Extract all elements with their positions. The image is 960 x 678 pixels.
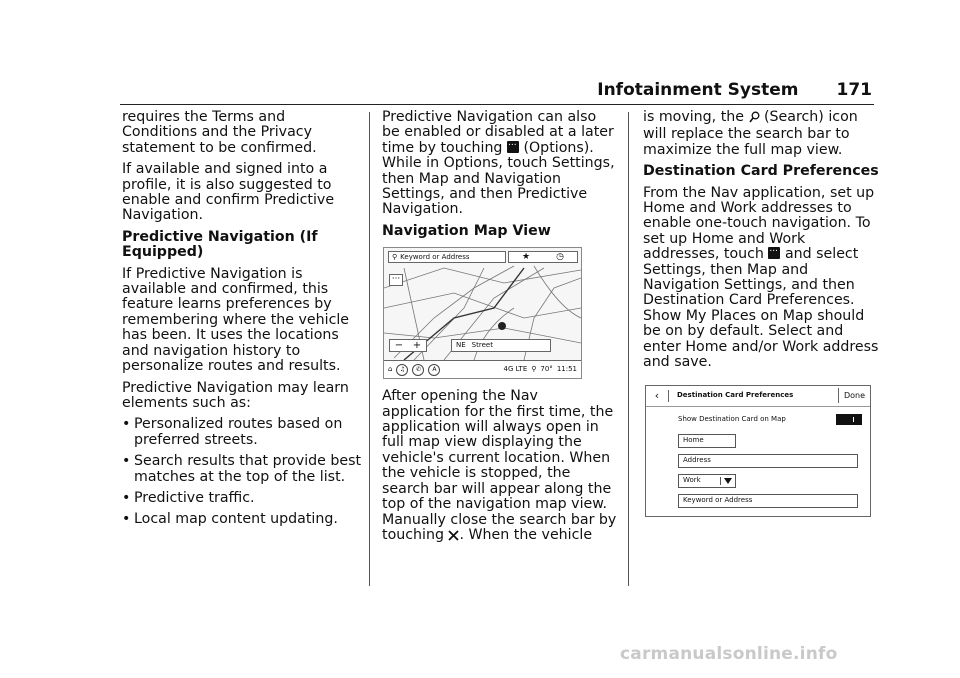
vehicle-marker: [498, 322, 506, 330]
zoom-in-icon[interactable]: +: [412, 340, 422, 352]
location-pin-icon: ⚲: [531, 365, 537, 374]
street-name: Street: [471, 341, 493, 350]
star-icon[interactable]: ★: [522, 251, 531, 262]
work-dropdown[interactable]: [678, 474, 736, 488]
top-icon-bar: [508, 251, 578, 263]
clock-icon[interactable]: ◷: [556, 251, 564, 262]
bullet-list: [122, 417, 362, 527]
compass-heading: NE: [456, 341, 466, 350]
field-label: Keyword or Address: [683, 495, 753, 504]
done-button[interactable]: Done: [838, 388, 870, 403]
page-number: 171: [836, 80, 872, 100]
section-heading: Navigation Map View: [382, 222, 551, 239]
text-run: . When the vehicle: [459, 526, 593, 543]
toggle-row: [678, 412, 862, 427]
watermark: carmanualsonline.info: [620, 644, 838, 664]
home-icon[interactable]: ⌂: [388, 365, 393, 374]
paragraph: [643, 186, 879, 371]
search-placeholder: Keyword or Address: [400, 252, 470, 261]
column-3: [643, 110, 879, 517]
paragraph: If available and signed into a profile, it is also suggested to enable and confirm Predictive Navigation.: [122, 161, 335, 224]
title-bar: [646, 386, 870, 407]
dropdown-value: Work: [683, 475, 701, 484]
page-header: [597, 80, 872, 100]
paragraph: Predictive Navigation may learn elements such as:: [122, 379, 349, 411]
options-icon[interactable]: ···: [389, 274, 403, 286]
zoom-controls: [389, 339, 427, 352]
list-item: • Local map content updating.: [122, 512, 362, 527]
column-divider: [628, 112, 629, 586]
phone-icon[interactable]: ✆: [412, 364, 424, 376]
clock-time: 11:51: [556, 365, 577, 374]
map-roads: [384, 248, 581, 378]
status-bar: [384, 360, 581, 378]
paragraph: [382, 389, 618, 545]
keyword-address-field[interactable]: [678, 494, 858, 508]
list-item: • Personalized routes based on preferred streets.: [122, 417, 362, 448]
dropdown-separator: [720, 477, 721, 485]
column-divider: [369, 112, 370, 586]
text-run: is moving, the: [643, 109, 744, 125]
list-item: • Predictive traffic.: [122, 491, 362, 506]
profile-icon[interactable]: A: [428, 364, 440, 376]
field-label: Home: [683, 435, 704, 444]
back-icon[interactable]: ‹: [646, 390, 669, 402]
navigation-map-screenshot: [383, 247, 582, 379]
column-1: [122, 110, 362, 534]
section-heading: Predictive Navigation (If Equipped): [122, 228, 318, 261]
network-status: 4G LTE: [503, 365, 528, 374]
screen-title: Destination Card Preferences: [677, 390, 794, 399]
paragraph: [643, 110, 879, 158]
show-card-toggle[interactable]: [836, 414, 862, 425]
section-title: Infotainment System: [597, 80, 799, 100]
street-bar: [451, 339, 551, 352]
zoom-out-icon[interactable]: −: [394, 340, 404, 352]
paragraph: If Predictive Navigation is available and confirmed, this feature learns preferences by remembering where the vehicle has been. It uses the locations and navigation history to personalize routes and results.: [122, 265, 350, 375]
header-rule: [120, 104, 874, 105]
text-run: (Options). While in Options, touch Settings, then Map and Navigation Settings, and then Predictive Navigation.: [382, 139, 615, 218]
paragraph: [382, 110, 618, 218]
temperature: 70°: [540, 365, 553, 374]
address-field[interactable]: [678, 454, 858, 468]
close-icon: [448, 530, 459, 545]
text-run: (Search) icon will replace the search bar to maximize the full map view.: [643, 109, 858, 158]
toggle-label: Show Destination Card on Map: [678, 414, 786, 423]
search-icon: [749, 111, 760, 127]
text-run: and select Settings, then Map and Navigation Settings, and then Destination Card Preferences. Show My Places on Map should be on by default. Select and enter Home and/or Work address and save.: [643, 246, 879, 371]
chevron-down-icon: [724, 478, 732, 484]
list-item: • Search results that provide best matches at the top of the list.: [122, 454, 362, 485]
text-run: Predictive Navigation can also be enabled or disabled at a later time by touching: [382, 109, 614, 156]
section-heading: Destination Card Preferences: [643, 163, 879, 180]
text-run: After opening the Nav application for the first time, the application will always open in full map view displaying the vehicle's current location. When the vehicle is stopped, the search bar will appear along the top of the navigation map view. Manually close the search bar by touching: [382, 388, 617, 543]
column-2: [382, 110, 618, 551]
app-icon[interactable]: ♫: [396, 364, 408, 376]
paragraph: requires the Terms and Conditions and the Privacy statement to be confirmed.: [122, 109, 317, 156]
options-icon: [507, 141, 519, 153]
destination-card-screenshot: [645, 385, 871, 517]
options-icon: [768, 247, 780, 259]
home-field[interactable]: [678, 434, 736, 448]
text-run: From the Nav application, set up Home and Work addresses to enable one-touch navigation. To set up Home and Work addresses, touch: [643, 184, 875, 263]
search-icon: ⚲: [392, 252, 398, 261]
search-input[interactable]: [388, 251, 506, 263]
field-label: Address: [683, 455, 711, 464]
